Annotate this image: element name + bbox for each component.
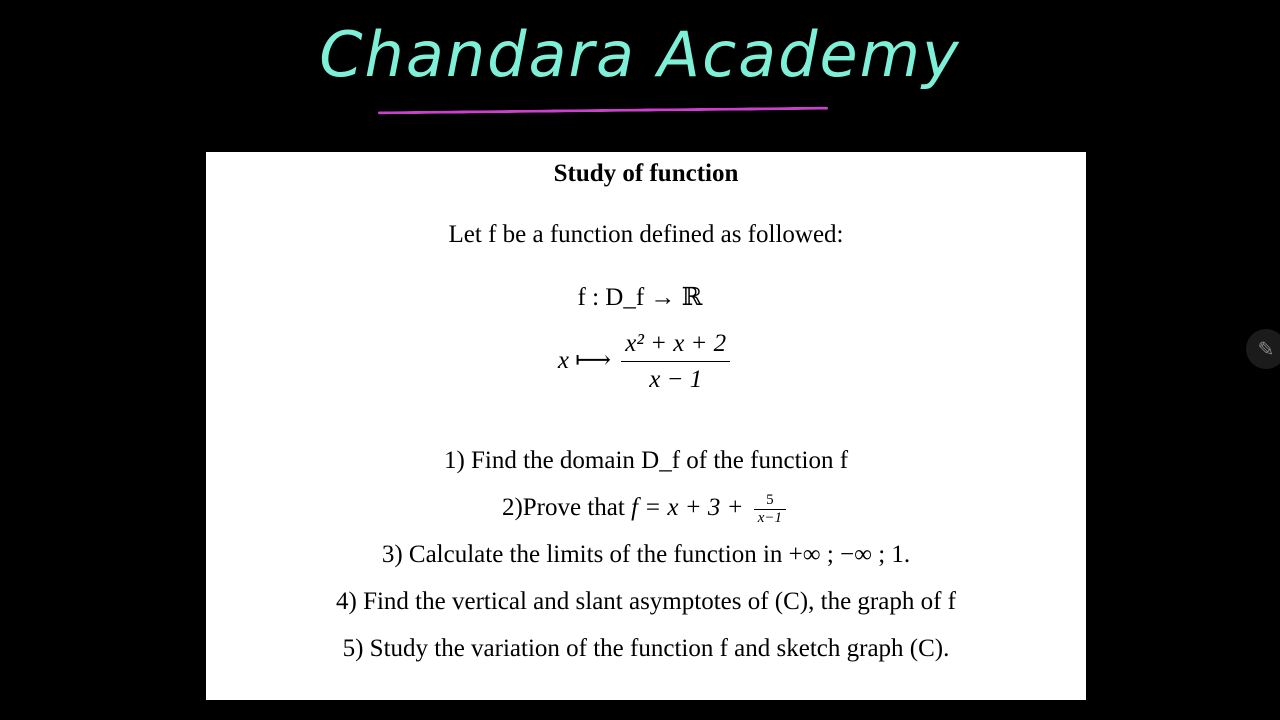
q2-numerator: 5 [754, 492, 786, 510]
question-2-expr: f = x + 3 + [631, 494, 750, 522]
fraction-denominator: x − 1 [649, 366, 703, 393]
q2-denominator: x−1 [757, 510, 783, 526]
question-1: 1) Find the domain D_f of the function f [443, 447, 849, 474]
question-5: 5) Study the variation of the function f and sketch graph (C). [342, 635, 950, 662]
definition-fraction [621, 327, 730, 398]
definition-formula [206, 327, 1086, 398]
question-2 [206, 492, 1086, 527]
definition-mapping: f : D_f → ℝ [577, 284, 703, 311]
question-2-text: 2)Prove that [501, 494, 632, 522]
document-title: Study of function [553, 160, 739, 187]
fraction-numerator: x² + x + 2 [621, 327, 730, 362]
pencil-icon[interactable]: ✎ [1246, 329, 1280, 369]
question-3: 3) Calculate the limits of the function in +∞ ; −∞ ; 1. [381, 541, 911, 568]
brand-title: Chandara Academy [319, 18, 961, 91]
question-2-fraction [754, 492, 786, 527]
question-4: 4) Find the vertical and slant asymptotes of (C), the graph of f [336, 588, 956, 615]
definition-lhs: x ⟼ [557, 347, 611, 375]
intro-text: Let f be a function defined as followed: [448, 221, 844, 248]
document-sheet [206, 152, 1086, 700]
brand-underline [378, 107, 828, 115]
